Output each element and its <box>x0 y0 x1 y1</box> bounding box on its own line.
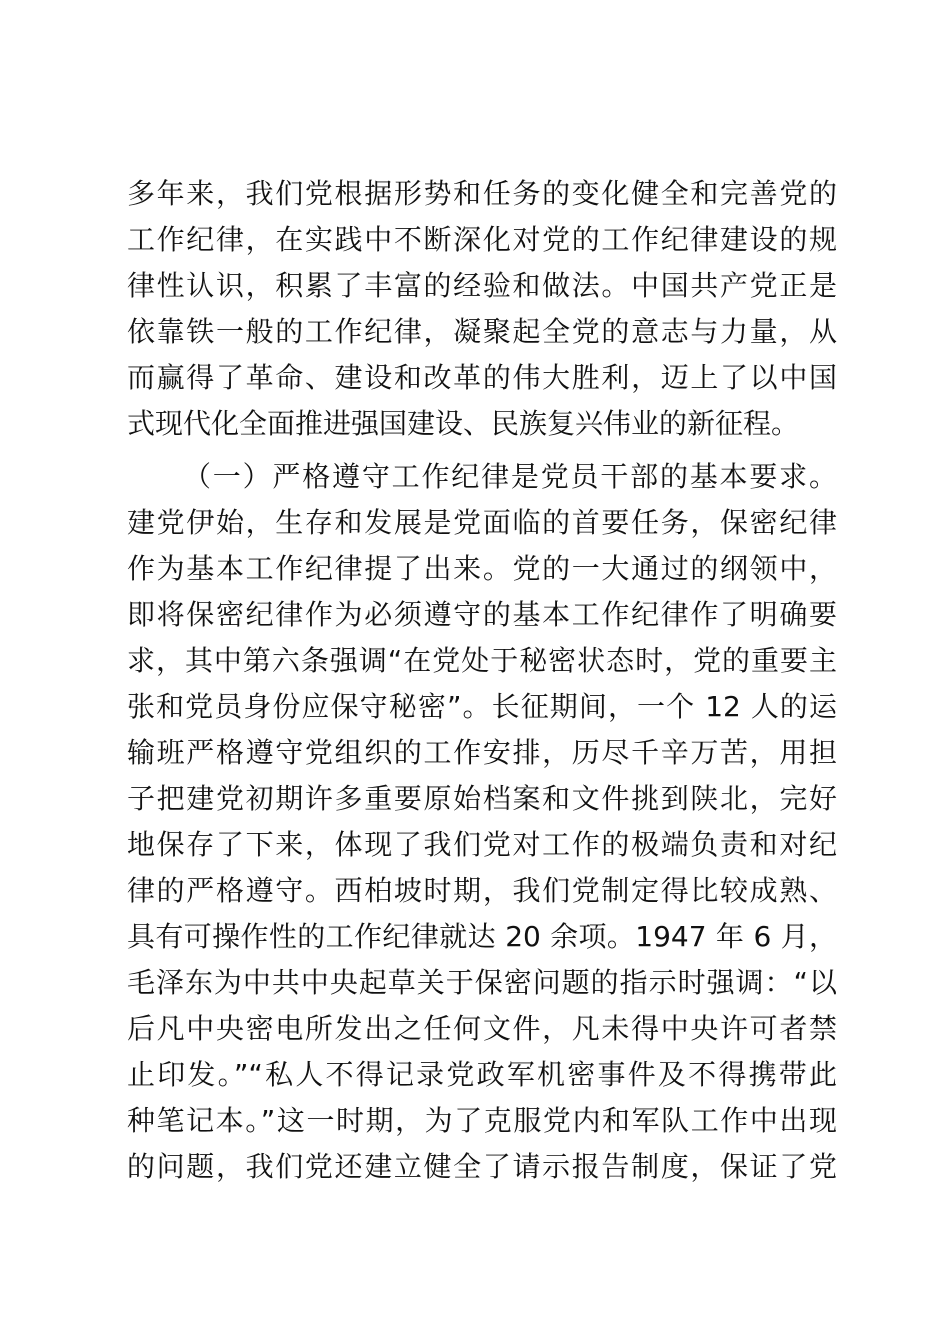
paragraph-line: 具有可操作性的工作纪律就达 20 余项。1947 年 6 月， <box>127 920 837 953</box>
paragraph-line: 建党伊始，生存和发展是党面临的首要任务，保密纪律 <box>127 506 837 539</box>
section-heading-line: （一）严格遵守工作纪律是党员干部的基本要求。 <box>183 460 837 493</box>
paragraph-intro <box>127 171 837 447</box>
paragraph-section-one <box>127 454 837 1190</box>
paragraph-line: 的问题，我们党还建立健全了请示报告制度，保证了党 <box>127 1150 837 1183</box>
paragraph-line: 毛泽东为中共中央起草关于保密问题的指示时强调：“以 <box>127 966 837 999</box>
paragraph-line: 地保存了下来，体现了我们党对工作的极端负责和对纪 <box>127 828 837 861</box>
paragraph-line: 律性认识，积累了丰富的经验和做法。中国共产党正是 <box>127 269 837 302</box>
paragraph-line: 输班严格遵守党组织的工作安排，历尽千辛万苦，用担 <box>127 736 837 769</box>
paragraph-line: 后凡中央密电所发出之任何文件，凡未得中央许可者禁 <box>127 1012 837 1045</box>
paragraph-line: 张和党员身份应保守秘密”。长征期间，一个 12 人的运 <box>127 690 837 723</box>
paragraph-line: 即将保密纪律作为必须遵守的基本工作纪律作了明确要 <box>127 598 837 631</box>
paragraph-line: 止印发。”“私人不得记录党政军机密事件及不得携带此 <box>127 1058 837 1091</box>
paragraph-line: 多年来，我们党根据形势和任务的变化健全和完善党的 <box>127 177 837 210</box>
paragraph-line: 子把建党初期许多重要原始档案和文件挑到陕北，完好 <box>127 782 837 815</box>
paragraph-line: 而赢得了革命、建设和改革的伟大胜利，迈上了以中国 <box>127 361 837 394</box>
paragraph-line: 作为基本工作纪律提了出来。党的一大通过的纲领中， <box>127 552 837 585</box>
paragraph-line: 求，其中第六条强调“在党处于秘密状态时，党的重要主 <box>127 644 837 677</box>
paragraph-line: 工作纪律，在实践中不断深化对党的工作纪律建设的规 <box>127 223 837 256</box>
paragraph-line: 依靠铁一般的工作纪律，凝聚起全党的意志与力量，从 <box>127 315 837 348</box>
paragraph-line: 律的严格遵守。西柏坡时期，我们党制定得比较成熟、 <box>127 874 837 907</box>
paragraph-line: 式现代化全面推进强国建设、民族复兴伟业的新征程。 <box>127 407 800 440</box>
paragraph-line: 种笔记本。”这一时期，为了克服党内和军队工作中出现 <box>127 1104 837 1137</box>
